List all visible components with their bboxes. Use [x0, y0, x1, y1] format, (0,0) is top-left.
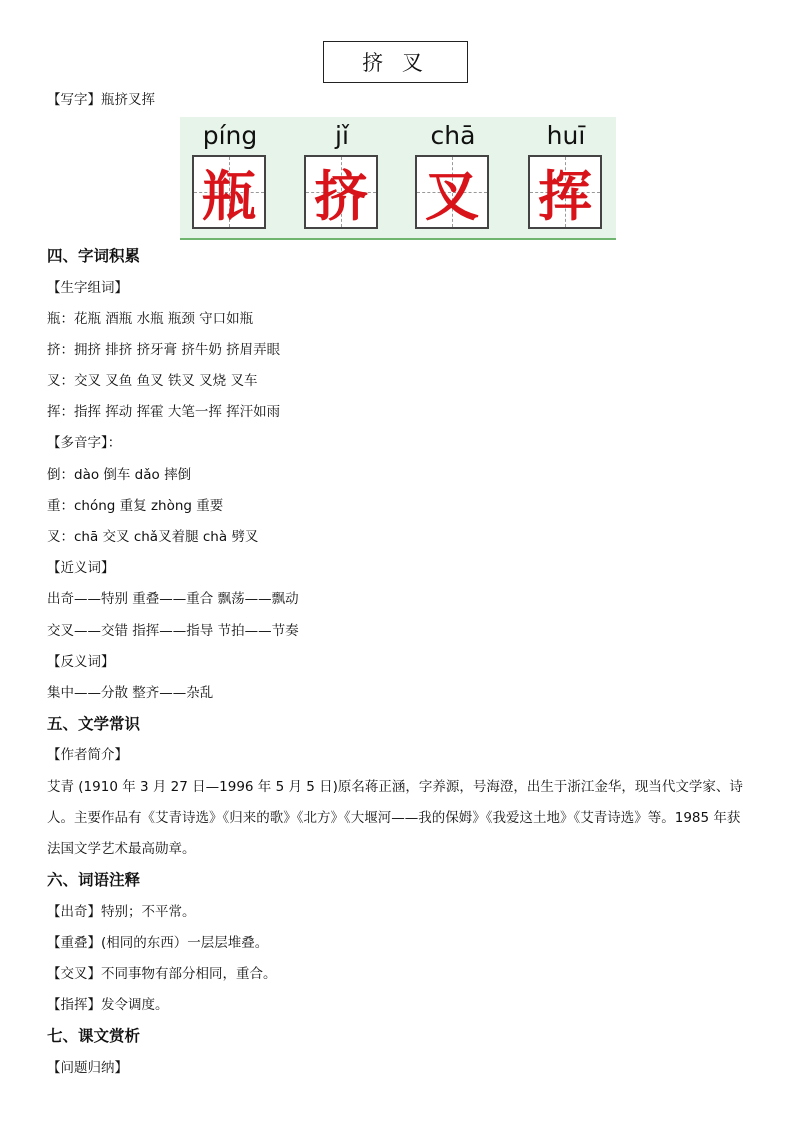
polyphone-line: 叉：chā 交叉 chǎ叉着腿 chà 劈叉 [47, 529, 259, 545]
char-grid-box [192, 155, 266, 229]
synonym-line: 出奇——特别 重叠——重合 飘荡——飘动 [47, 591, 299, 607]
section-heading: 五、文学常识 [47, 715, 141, 733]
word-list-line: 瓶：花瓶 酒瓶 水瓶 瓶颈 守口如瓶 [47, 311, 254, 327]
char-ping: 瓶 [202, 164, 256, 228]
annotation-line: 【交叉】不同事物有部分相同，重合。 [47, 966, 277, 982]
panel-baseline [180, 238, 616, 240]
section-heading: 七、课文赏析 [47, 1027, 141, 1045]
pinyin-ji: jǐ [335, 121, 349, 150]
polyphone-line: 倒：dào 倒车 dǎo 摔倒 [47, 467, 192, 483]
pinyin-hui: huī [546, 121, 586, 150]
lesson-title: 挤 叉 [362, 51, 429, 75]
write-label: 【写字】瓶挤叉挥 [47, 92, 155, 108]
char-ji: 挤 [314, 164, 368, 228]
sub-heading: 【作者简介】 [47, 747, 128, 763]
lesson-title-box [323, 41, 468, 83]
sub-heading: 【反义词】 [47, 654, 115, 670]
author-intro-paragraph: 艾青 (1910 年 3 月 27 日—1996 年 5 月 5 日)原名蒋正涵，字养源，号海澄，出生于浙江金华，现当代文学家、诗人。主要作品有《艾青诗选》《归来的歌》《北方》《大堰河——我的保姆》《我爱这土地》《艾青诗选》等。1985 年获法国文学艺术最高勋章。 [47, 779, 743, 857]
word-list-line: 挥：指挥 挥动 挥霍 大笔一挥 挥汗如雨 [47, 404, 281, 420]
antonym-line: 集中——分散 整齐——杂乱 [47, 685, 214, 701]
word-list-line: 挤：拥挤 排挤 挤牙膏 挤牛奶 挤眉弄眼 [47, 342, 281, 358]
annotation-line: 【出奇】特别；不平常。 [47, 904, 196, 920]
sub-heading: 【问题归纳】 [47, 1060, 128, 1076]
sub-heading: 【近义词】 [47, 560, 115, 576]
char-grid-box [304, 155, 378, 229]
annotation-line: 【重叠】(相同的东西）一层层堆叠。 [47, 935, 269, 951]
synonym-line: 交叉——交错 指挥——指导 节拍——节奏 [47, 623, 299, 639]
char-hui: 挥 [538, 164, 592, 228]
polyphone-line: 重：chóng 重复 zhòng 重要 [47, 498, 224, 514]
pinyin-cha: chā [430, 121, 476, 150]
sub-heading: 【生字组词】 [47, 280, 128, 296]
char-grid-box [528, 155, 602, 229]
section-heading: 六、词语注释 [47, 871, 141, 889]
section-heading: 四、字词积累 [47, 247, 141, 265]
annotation-line: 【指挥】发令调度。 [47, 997, 169, 1013]
char-cha: 叉 [425, 164, 479, 228]
sub-heading: 【多音字】： [47, 435, 122, 451]
character-writing-panel [180, 117, 616, 240]
char-grid-box [415, 155, 489, 229]
pinyin-ping: píng [202, 121, 258, 150]
word-list-line: 叉：交叉 叉鱼 鱼叉 铁叉 叉烧 叉车 [47, 373, 258, 389]
